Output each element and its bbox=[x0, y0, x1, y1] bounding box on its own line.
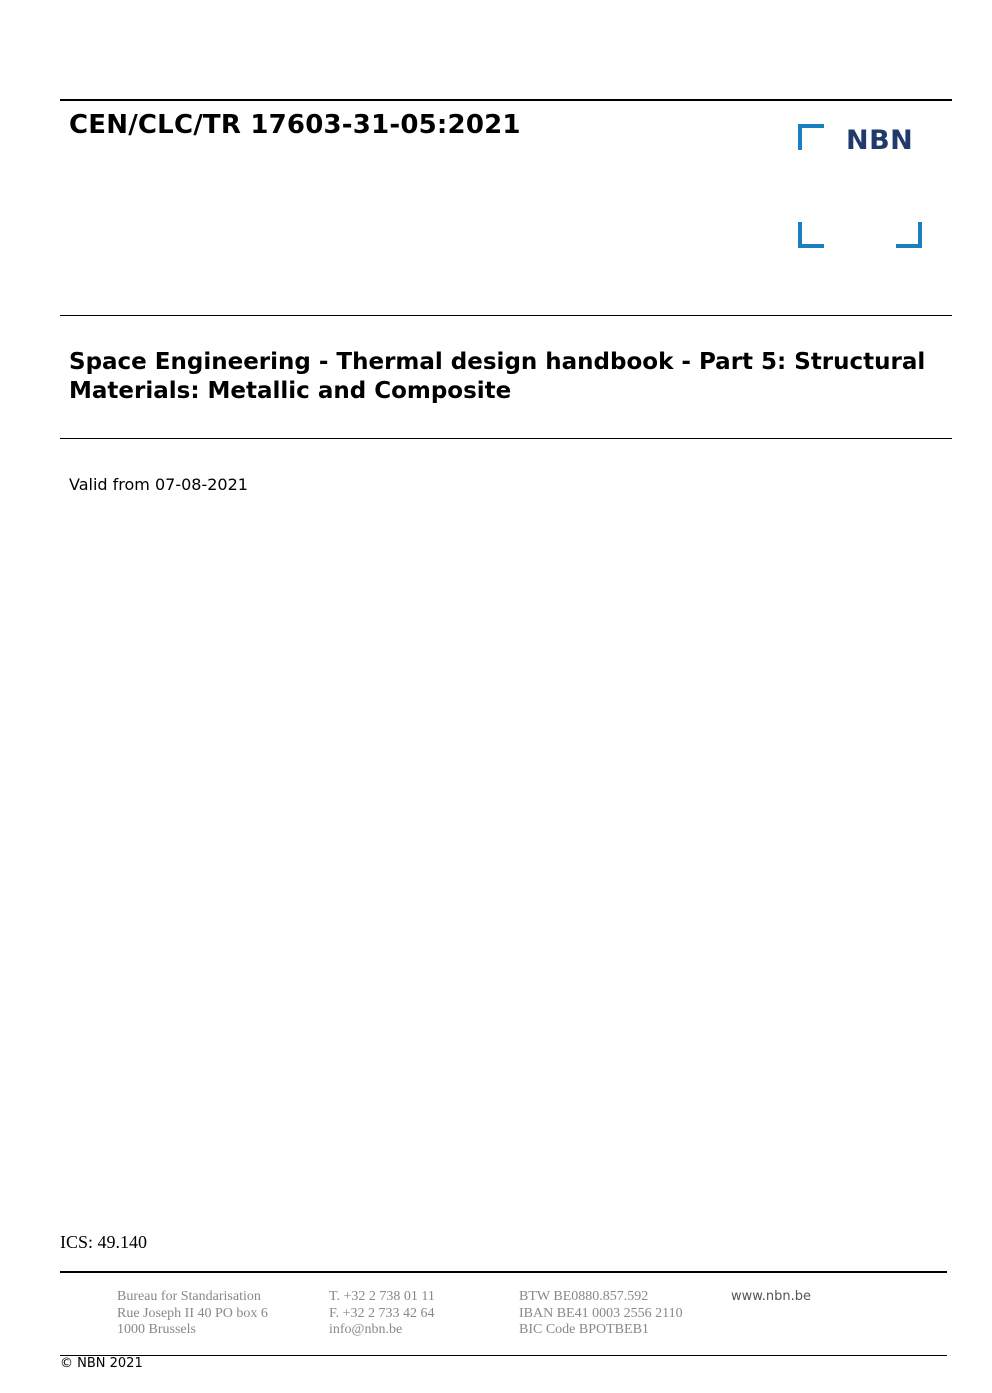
fax: F. +32 2 733 42 64 bbox=[329, 1305, 435, 1321]
logo-corner-bottom-right bbox=[896, 222, 922, 248]
website-link[interactable]: www.nbn.be bbox=[731, 1289, 811, 1304]
document-title bbox=[69, 348, 949, 406]
email-link[interactable]: info@nbn.be bbox=[329, 1322, 403, 1337]
copyright: © NBN 2021 bbox=[60, 1356, 143, 1371]
vat-number: BTW BE0880.857.592 bbox=[519, 1289, 649, 1304]
phone: T. +32 2 738 01 11 bbox=[329, 1289, 435, 1304]
footer-top-rule bbox=[60, 1271, 947, 1273]
footer-bank bbox=[519, 1289, 683, 1339]
footer-address bbox=[117, 1289, 268, 1339]
logo-corner-bottom-left bbox=[798, 222, 824, 248]
iban: IBAN BE41 0003 2556 2110 bbox=[519, 1305, 683, 1321]
address-line: Rue Joseph II 40 PO box 6 bbox=[117, 1305, 268, 1321]
ics-code: ICS: 49.140 bbox=[60, 1232, 148, 1252]
footer-contact bbox=[329, 1289, 435, 1339]
logo-corner-top-left bbox=[798, 124, 824, 150]
document-id: CEN/CLC/TR 17603-31-05:2021 bbox=[69, 110, 521, 140]
title-bottom-rule bbox=[60, 438, 952, 439]
title-line-2: Materials: Metallic and Composite bbox=[69, 378, 512, 404]
top-rule bbox=[60, 99, 952, 101]
nbn-logo bbox=[798, 124, 920, 246]
address-line: Bureau for Standarisation bbox=[117, 1289, 261, 1304]
valid-from: Valid from 07-08-2021 bbox=[69, 475, 248, 494]
footer-bottom-rule bbox=[60, 1355, 947, 1356]
bic-code: BIC Code BPOTBEB1 bbox=[519, 1322, 649, 1337]
title-top-rule bbox=[60, 315, 952, 316]
logo-wordmark: NBN bbox=[846, 125, 914, 156]
title-line-1: Space Engineering - Thermal design handbook - Part 5: Structural bbox=[69, 349, 926, 375]
address-line: 1000 Brussels bbox=[117, 1322, 196, 1337]
